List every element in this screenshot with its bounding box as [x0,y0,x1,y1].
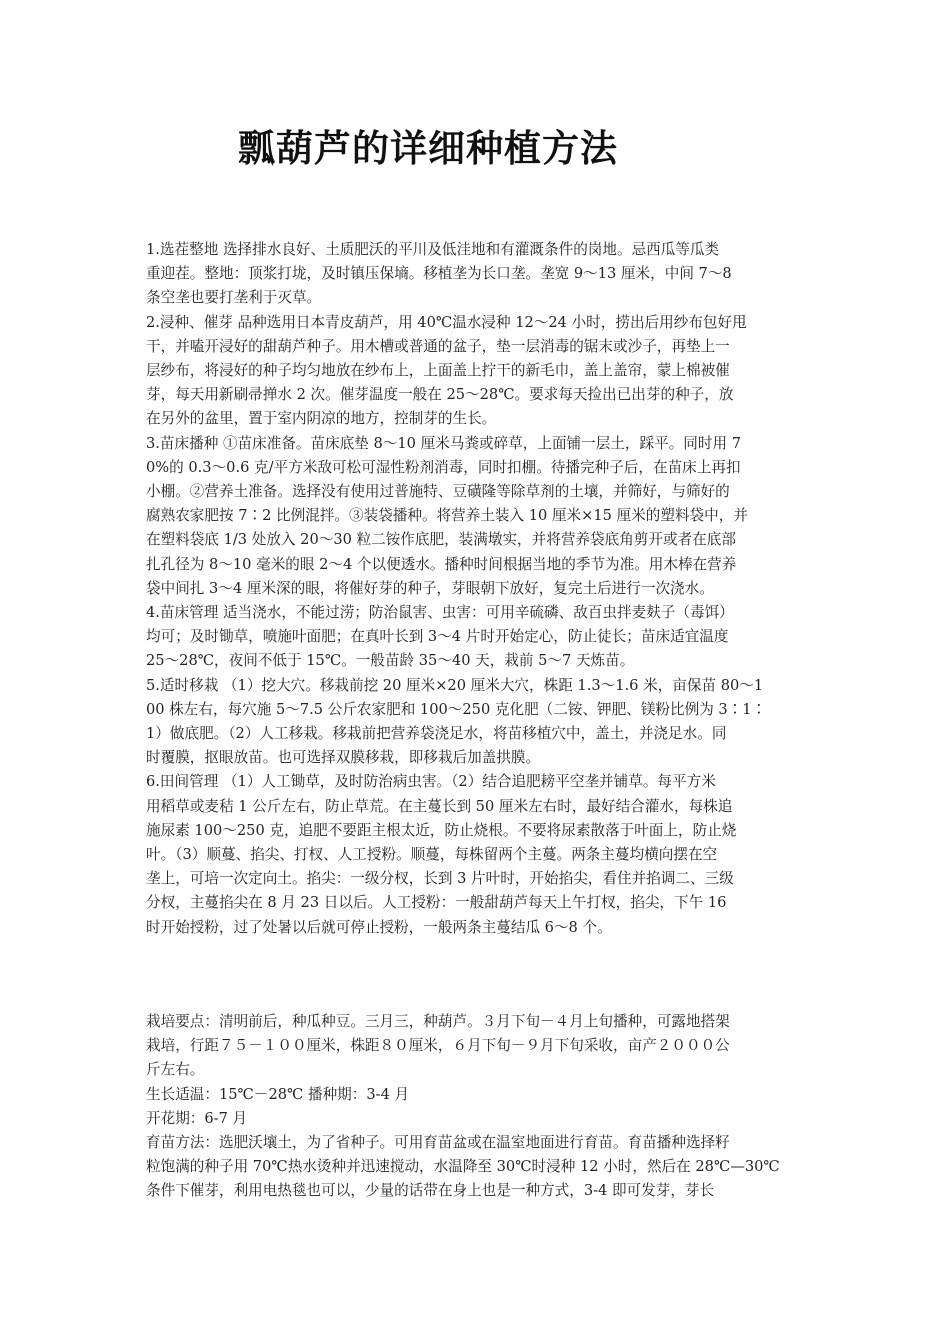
document-title: 瓢葫芦的详细种植方法 [238,126,618,170]
text-line: 垄上，可培一次定向土。掐尖：一级分杈，长到 3 片叶时，开始掐尖，看住并掐调二、三级 [146,870,734,888]
text-line: 在另外的盆里，置于室内阴凉的地方，控制芽的生长。 [146,410,497,428]
text-line: 1.选茬整地 选择排水良好、土质肥沃的平川及低洼地和有灌溉条件的岗地。忌西瓜等瓜类 [146,241,720,258]
text-line: 6.田间管理 （1）人工锄草，及时防治病虫害。（2）结合追肥耪平空垄并铺草。每平方米 [146,773,716,791]
text-line: 在塑料袋底 1/3 处放入 20～30 粒二铵作底肥，装满墩实，并将营养袋底角剪开或者在底部 [146,531,736,549]
text-line: 栽培要点：清明前后，种瓜种豆。三月三，种葫芦。３月下旬－４月上旬播种，可露地搭架 [146,1013,730,1030]
text-line: 层纱布，将浸好的种子均匀地放在纱布上，上面盖上拧干的新毛巾，盖上盖帘，蒙上棉被催 [146,362,730,380]
text-line: 用稻草或麦秸 1 公斤左右，防止草荒。在主蔓长到 50 厘米左右时，最好结合灌水，每株追 [146,797,733,815]
text-line: 腐熟农家肥按 7∶2 比例混拌。③装袋播种。将营养土装入 10 厘米×15 厘米的塑料袋中，并 [146,507,748,525]
text-line: 时覆膜，抠眼放苗。也可选择双膜移栽，即移栽后加盖拱膜。 [146,749,541,767]
text-line: 分杈，主蔓掐尖在 8 月 23 日以后。人工授粉：一般甜葫芦每天上午打杈，掐尖，下午 16 [146,894,727,912]
text-line: 袋中间扎 3～4 厘米深的眼，将催好芽的种子，芽眼朝下放好，复完土后进行一次浇水。 [146,579,714,597]
text-line: 斤左右。 [146,1061,205,1079]
text-line: 1）做底肥。（2）人工移栽。移栽前把营养袋浇足水，将苗移植穴中，盖土，并浇足水。同 [146,725,727,743]
text-line: 叶。（3）顺蔓、掐尖、打杈、人工授粉。顺蔓，每株留两个主蔓。两条主蔓均横向摆在空 [146,846,718,864]
text-line: 栽培，行距７５－１００厘米，株距８０厘米，６月下旬－９月下旬采收，亩产２０００公 [146,1037,730,1055]
text-line: 生长适温：15℃－28℃ 播种期：3-4 月 [146,1085,410,1103]
text-line: 施尿素 100～250 克，追肥不要距主根太近，防止烧根。不要将尿素散落于叶面上，防止烧 [146,821,737,839]
text-line: 芽，每天用新刷帚掸水 2 次。催芽温度一般在 25～28℃。要求每天捡出已出芽的种子，放 [146,386,734,404]
text-line: 5.适时移栽 （1）挖大穴。移栽前挖 20 厘米×20 厘米大穴，株距 1.3～1.6 米，亩保苗 80～1 [146,676,764,694]
text-line: 重迎茬。整地：顶浆打垅，及时镇压保墒。移植垄为长口垄。垄宽 9～13 厘米，中间 7～8 [146,265,732,283]
planting-steps-section [146,238,810,940]
text-line: 开花期：6-7 月 [146,1109,248,1127]
text-line: 时开始授粉，过了处暑以后就可停止授粉，一般两条主蔓结瓜 6～8 个。 [146,918,612,936]
text-line: 均可；及时锄草，喷施叶面肥；在真叶长到 3～4 片时开始定心，防止徒长；苗床适宜温度 [146,628,729,646]
text-line: 00 株左右，每穴施 5～7.5 公斤农家肥和 100～250 克化肥（二铵、钾肥、镁粉比例为 3∶1∶ [146,700,767,718]
text-line: 育苗方法：选肥沃壤土，为了省种子。可用育苗盆或在温室地面进行育苗。育苗播种选择籽 [146,1134,730,1152]
text-line: 3.苗床播种 ①苗床准备。苗床底垫 8～10 厘米马粪或碎草，上面铺一层土，踩平。同时用 7 [146,434,741,452]
text-line: 4.苗床管理 适当浇水，不能过涝；防治鼠害、虫害：可用辛硫磷、敌百虫拌麦麸子（毒饵） [146,604,734,622]
text-line: 2.浸种、催芽 品种选用日本青皮葫芦，用 40℃温水浸种 12～24 小时，捞出后用纱布包好甩 [146,313,747,331]
text-line: 干，并嗑开浸好的甜葫芦种子。用木槽或普通的盆子，垫一层消毒的锯末或沙子，再垫上一 [146,337,730,355]
text-line: 粒饱满的种子用 70℃热水烫种并迅速搅动，水温降至 30℃时浸种 12 小时，然后在 28℃—30℃ [146,1158,780,1176]
text-line: 25～28℃，夜间不低于 15℃。一般苗龄 35～40 天，栽前 5～7 天炼苗。 [146,652,635,670]
text-line: 小棚。②营养土准备。选择没有使用过普施特、豆磺隆等除草剂的土壤，并筛好，与筛好的 [146,483,730,501]
cultivation-notes-section [146,1010,810,1204]
text-line: 扎孔径为 8～10 毫米的眼 2～4 个以便透水。播种时间根据当地的季节为准。用木棒在营养 [146,555,737,573]
text-line: 条件下催芽，利用电热毯也可以，少量的话带在身上也是一种方式，3-4 即可发芽，芽长 [146,1182,715,1200]
text-line: 条空垄也要打垄利于灭草。 [146,289,322,307]
text-line: 0%的 0.3～0.6 克/平方米敌可松可湿性粉剂消毒，同时扣棚。待播完种子后，在苗床上再扣 [146,458,741,476]
